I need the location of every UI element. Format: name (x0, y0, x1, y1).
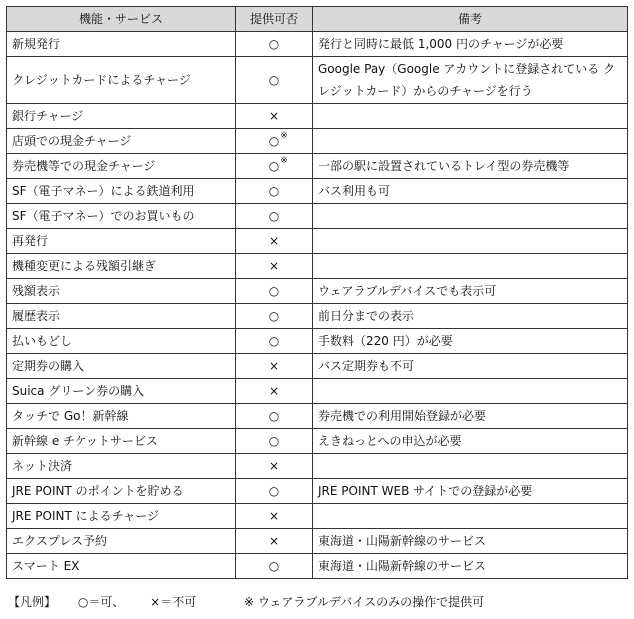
availability-mark: ○ (268, 309, 280, 323)
service-name-cell: Suica グリーン券の購入 (7, 379, 236, 404)
table-row (7, 179, 628, 204)
remark-cell: Google Pay（Google アカウントに登録されている クレジットカード）からのチャージを行う (313, 57, 628, 104)
service-name-cell: タッチで Go！新幹線 (7, 404, 236, 429)
remark-cell (313, 379, 628, 404)
availability-mark: ○ (268, 409, 280, 423)
remark-cell (313, 104, 628, 129)
table-header-row (7, 7, 628, 32)
service-name-cell: SF（電子マネー）による鉄道利用 (7, 179, 236, 204)
table-row (7, 304, 628, 329)
legend-unavailable: ×＝不可 (150, 595, 197, 609)
availability-mark: ○ (268, 184, 280, 198)
remark-cell: えきねっとへの申込が必要 (313, 429, 628, 454)
table-row (7, 129, 628, 154)
availability-mark: × (268, 109, 280, 123)
availability-mark: ○ (268, 37, 280, 51)
availability-cell (236, 304, 313, 329)
header-availability: 提供可否 (236, 7, 313, 32)
availability-cell (236, 354, 313, 379)
table-row (7, 154, 628, 179)
table-row (7, 504, 628, 529)
footnote-marker: ※ (280, 156, 288, 166)
header-remarks: 備考 (313, 7, 628, 32)
service-name-cell: エクスプレス予約 (7, 529, 236, 554)
legend-footnote: ※ ウェアラブルデバイスのみの操作で提供可 (244, 595, 485, 609)
availability-cell (236, 404, 313, 429)
table-body (7, 32, 628, 579)
availability-cell (236, 329, 313, 354)
table-row (7, 229, 628, 254)
table-row (7, 554, 628, 579)
availability-cell (236, 57, 313, 104)
availability-mark: ○ (268, 159, 280, 173)
availability-mark: ○ (268, 73, 280, 87)
table-row (7, 329, 628, 354)
table-row (7, 32, 628, 57)
service-name-cell: 新幹線 e チケットサービス (7, 429, 236, 454)
remark-cell: 前日分までの表示 (313, 304, 628, 329)
remark-cell (313, 129, 628, 154)
availability-cell (236, 504, 313, 529)
availability-cell (236, 154, 313, 179)
remark-cell (313, 254, 628, 279)
service-availability-table (6, 6, 628, 579)
availability-mark: ○ (268, 334, 280, 348)
service-name-cell: 再発行 (7, 229, 236, 254)
table-row (7, 279, 628, 304)
availability-mark: × (268, 234, 280, 248)
availability-cell (236, 529, 313, 554)
availability-cell (236, 279, 313, 304)
service-name-cell: 新規発行 (7, 32, 236, 57)
table-row (7, 479, 628, 504)
availability-cell (236, 554, 313, 579)
remark-cell: バス定期券も不可 (313, 354, 628, 379)
service-name-cell: 定期券の購入 (7, 354, 236, 379)
remark-cell (313, 204, 628, 229)
availability-mark: × (268, 509, 280, 523)
table-row (7, 429, 628, 454)
availability-cell (236, 229, 313, 254)
table-row (7, 354, 628, 379)
table-row (7, 57, 628, 104)
availability-mark: ○ (268, 484, 280, 498)
remark-cell: JRE POINT WEB サイトでの登録が必要 (313, 479, 628, 504)
availability-mark: ○ (268, 434, 280, 448)
availability-mark: ○ (268, 134, 280, 148)
service-name-cell: 払いもどし (7, 329, 236, 354)
service-name-cell: 店頭での現金チャージ (7, 129, 236, 154)
service-name-cell: SF（電子マネー）でのお買いもの (7, 204, 236, 229)
footnote-marker: ※ (280, 131, 288, 141)
legend-available: ○＝可、 (77, 595, 125, 609)
table-row (7, 104, 628, 129)
remark-cell: 手数料（220 円）が必要 (313, 329, 628, 354)
remark-cell: 券売機での利用開始登録が必要 (313, 404, 628, 429)
availability-cell (236, 204, 313, 229)
remark-cell (313, 229, 628, 254)
table-row (7, 404, 628, 429)
availability-mark: × (268, 459, 280, 473)
legend (8, 594, 484, 610)
service-name-cell: ネット決済 (7, 454, 236, 479)
service-name-cell: 券売機等での現金チャージ (7, 154, 236, 179)
service-name-cell: スマート EX (7, 554, 236, 579)
availability-mark: × (268, 259, 280, 273)
header-service: 機能・サービス (7, 7, 236, 32)
service-name-cell: JRE POINT によるチャージ (7, 504, 236, 529)
remark-cell: 一部の駅に設置されているトレイ型の券売機等 (313, 154, 628, 179)
availability-cell (236, 179, 313, 204)
service-name-cell: 銀行チャージ (7, 104, 236, 129)
remark-cell: 発行と同時に最低 1,000 円のチャージが必要 (313, 32, 628, 57)
table-row (7, 204, 628, 229)
service-name-cell: 機種変更による残額引継ぎ (7, 254, 236, 279)
remark-cell: 東海道・山陽新幹線のサービス (313, 554, 628, 579)
availability-mark: ○ (268, 559, 280, 573)
remark-cell (313, 504, 628, 529)
remark-cell: ウェアラブルデバイスでも表示可 (313, 279, 628, 304)
availability-cell (236, 429, 313, 454)
availability-mark: ○ (268, 209, 280, 223)
availability-cell (236, 479, 313, 504)
service-name-cell: 残額表示 (7, 279, 236, 304)
service-name-cell: 履歴表示 (7, 304, 236, 329)
availability-mark: × (268, 359, 280, 373)
service-name-cell: JRE POINT のポイントを貯める (7, 479, 236, 504)
availability-cell (236, 379, 313, 404)
availability-mark: × (268, 384, 280, 398)
availability-cell (236, 104, 313, 129)
table-row (7, 379, 628, 404)
availability-cell (236, 129, 313, 154)
legend-title: 【凡例】 (8, 595, 57, 609)
availability-mark: × (268, 534, 280, 548)
remark-cell (313, 454, 628, 479)
availability-mark: ○ (268, 284, 280, 298)
remark-cell: バス利用も可 (313, 179, 628, 204)
availability-cell (236, 254, 313, 279)
remark-cell: 東海道・山陽新幹線のサービス (313, 529, 628, 554)
service-name-cell: クレジットカードによるチャージ (7, 57, 236, 104)
table-row (7, 529, 628, 554)
availability-cell (236, 32, 313, 57)
availability-cell (236, 454, 313, 479)
table-row (7, 254, 628, 279)
table-row (7, 454, 628, 479)
